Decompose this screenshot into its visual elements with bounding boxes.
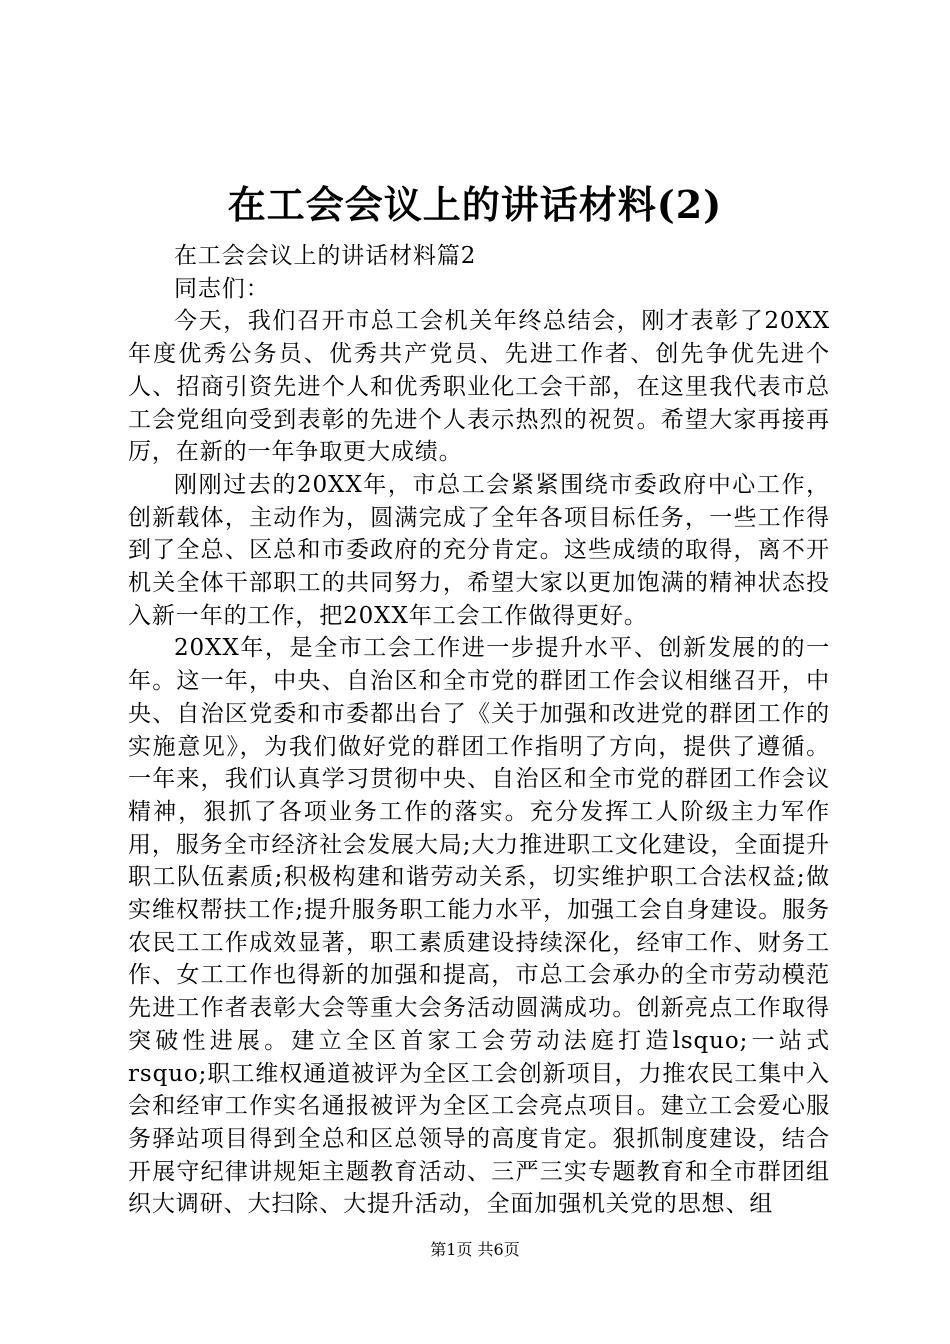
document-title: 在工会会议上的讲话材料(2) — [227, 182, 723, 227]
page-footer: 第1页 共6页 — [430, 1240, 520, 1259]
paragraph: 20XX年，是全市工会工作进一步提升水平、创新发展的的一年。这一年，中央、自治区和全市党的群团工作会议相继召开，中央、自治区党委和市委都出台了《关于加强和改进党的群团工作的实施意见》，为我们做好党的群团工作指明了方向，提供了遵循。一年来，我们认真学习贯彻中央、自治区和全市党的群团工作会议精神，狠抓了各项业务工作的落实。充分发挥工人阶级主力军作用，服务全市经济社会发展大局;大力推进职工文化建设，全面提升职工队伍素质;积极构建和谐劳动关系，切实维护职工合法权益;做实维权帮扶工作;提升服务职工能力水平，加强工会自身建设。服务农民工工作成效显著，职工素质建设持续深化，经审工作、财务工作、女工工作也得新的加强和提高，市总工会承办的全市劳动模范先进工作者表彰大会等重大会务活动圆满成功。创新亮点工作取得突破性进展。建立全区首家工会劳动法庭打造lsquo;一站式rsquo;职工维权通道被评为全区工会创新项目，力推农民工集中入会和经审工作实名通报被评为全区工会亮点项目。建立工会爱心服务驿站项目得到全总和区总领导的高度肯定。狠抓制度建设，结合开展守纪律讲规矩主题教育活动、三严三实专题教育和全市群团组织大调研、大扫除、大提升活动，全面加强机关党的思想、组 — [128, 635, 830, 1218]
document-body — [128, 240, 830, 1221]
paragraph: 刚刚过去的20XX年，市总工会紧紧围绕市委政府中心工作，创新载体，主动作为，圆满完成了全年各项目标任务，一些工作得到了全总、区总和市委政府的充分肯定。这些成绩的取得，离不开机关全体干部职工的共同努力，希望大家以更加饱满的精神状态投入新一年的工作，把20XX年工会工作做得更好。 — [128, 471, 830, 629]
salutation: 同志们： — [174, 275, 270, 302]
document-subtitle: 在工会会议上的讲话材料篇2 — [174, 243, 477, 269]
paragraph: 今天，我们召开市总工会机关年终总结会，刚才表彰了20XX年度优秀公务员、优秀共产党员、先进工作者、创先争优先进个人、招商引资先进个人和优秀职业化工会干部，在这里我代表市总工会党组向受到表彰的先进个人表示热烈的祝贺。希望大家再接再厉，在新的一年争取更大成绩。 — [128, 308, 830, 466]
